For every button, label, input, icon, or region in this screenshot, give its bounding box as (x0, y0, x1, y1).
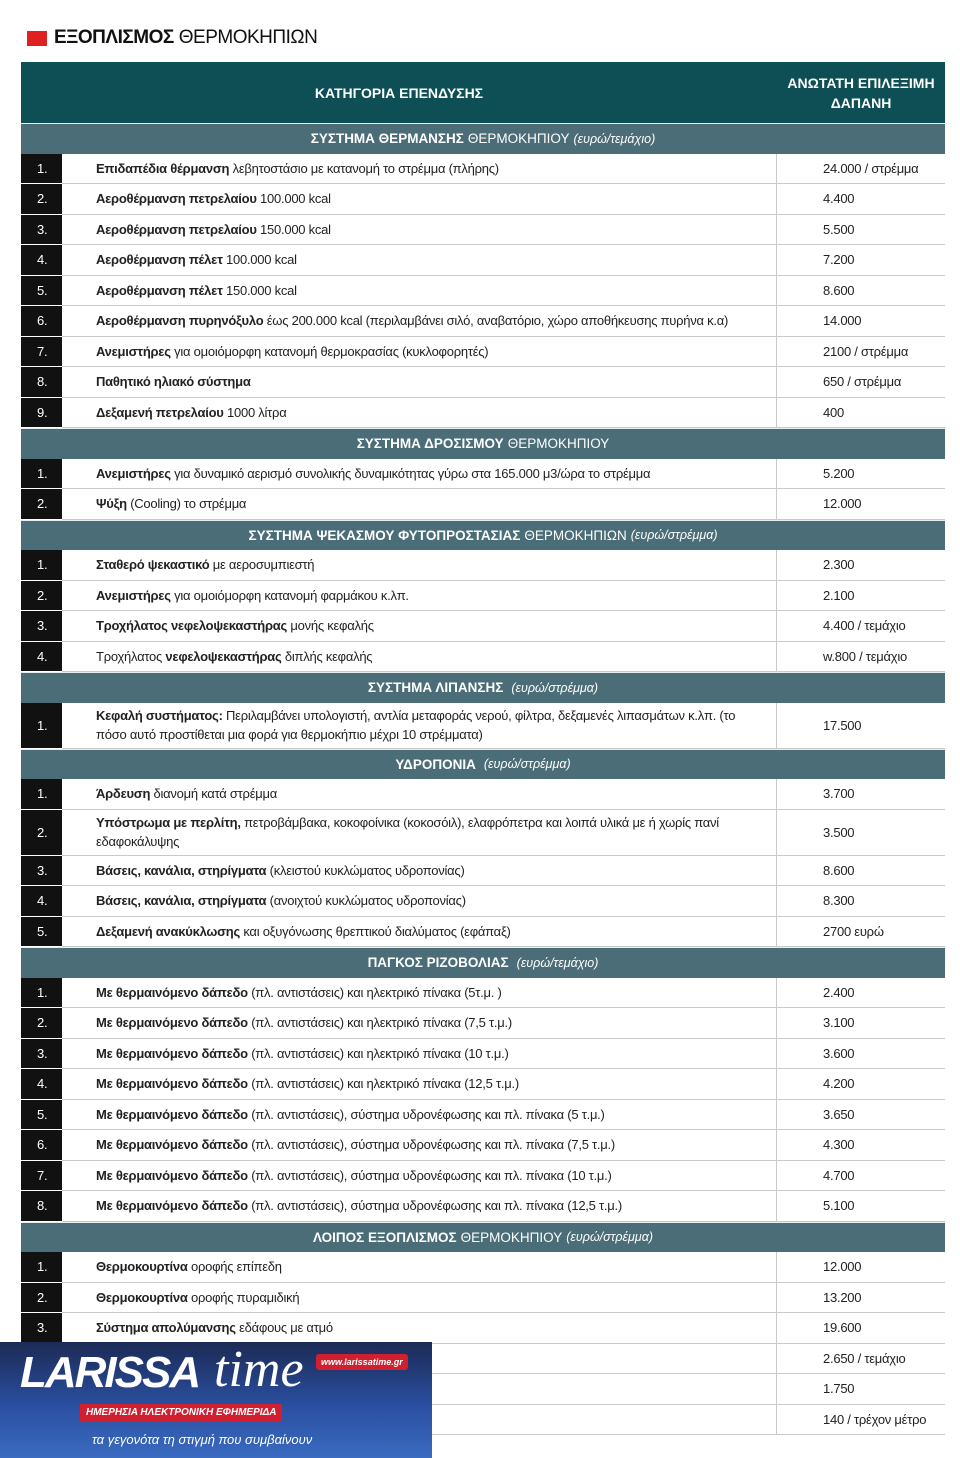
section-header (21, 520, 945, 551)
row-description-text (96, 891, 466, 910)
row-description (62, 1283, 777, 1313)
row-max-cost: 5.200 (823, 465, 855, 481)
row-description (62, 245, 777, 275)
section-title-bold: ΥΔΡΟΠΟΝΙΑ (395, 756, 476, 772)
row-item-details: (πλ. αντιστάσεις) και ηλεκτρικό πίνακα (7,5 τ.μ.) (251, 1015, 512, 1031)
row-item-details: για ομοιόμορφη κατανομή φαρμάκου κ.λπ. (174, 587, 409, 603)
red-square-icon (27, 31, 47, 46)
row-max-cost: 2.400 (823, 984, 855, 1000)
row-description (62, 611, 777, 641)
row-description-text (96, 983, 502, 1002)
table-row (21, 1100, 945, 1131)
row-item-details: λεβητοστάσιο με κατανομή το στρέμμα (πλήρης) (232, 160, 499, 176)
row-item-name: Δεξαμενή ανακύκλωσης (96, 923, 240, 939)
page-title (27, 27, 317, 49)
table-row (21, 581, 945, 612)
row-number: 8. (21, 367, 62, 398)
row-description-text (96, 464, 650, 483)
row-description (62, 978, 777, 1008)
row-description (62, 154, 777, 184)
row-item-name: Ανεμιστήρες (96, 465, 171, 481)
row-item-details: για ομοιόμορφη κατανομή θερμοκρασίας (κυκλοφορητές) (174, 343, 489, 359)
row-description-prefix: Τροχήλατος (96, 648, 163, 664)
row-item-details: διπλής κεφαλής (284, 648, 373, 664)
row-max-cost: 4.700 (823, 1167, 855, 1183)
row-description (62, 276, 777, 306)
row-description-text (96, 1318, 333, 1337)
row-number: 1. (21, 550, 62, 581)
row-number: 2. (21, 810, 62, 856)
table-row (21, 1130, 945, 1161)
row-item-details: οροφής πυραμιδική (190, 1289, 300, 1305)
section-unit: (ευρώ/στρέμμα) (566, 1230, 653, 1245)
row-item-name: Σταθερό ψεκαστικό (96, 557, 210, 573)
table-row (21, 276, 945, 307)
row-max-cost: 8.300 (823, 893, 855, 909)
row-description-text (96, 922, 511, 941)
row-description-text (96, 586, 409, 605)
row-item-details: με αεροσυμπιεστή (212, 557, 315, 573)
row-description-text (96, 784, 277, 803)
header-max-cost (777, 62, 945, 123)
row-item-details: 150.000 kcal (226, 282, 297, 298)
row-item-name: Αεροθέρμανση πετρελαίου (96, 191, 257, 207)
row-max-cost: 17.500 (823, 717, 862, 733)
row-item-name: Βάσεις, κανάλια, στηρίγματα (96, 893, 267, 909)
row-description (62, 779, 777, 809)
table-row (21, 1191, 945, 1222)
table-row (21, 1252, 945, 1283)
section-header (21, 123, 945, 154)
row-number: 8. (21, 1191, 62, 1222)
row-max-cost: 4.300 (823, 1137, 855, 1153)
row-max-cost: 3.600 (823, 1045, 855, 1061)
row-number: 2. (21, 1008, 62, 1039)
row-description (62, 215, 777, 245)
table-row (21, 245, 945, 276)
header-max-cost-line1: ΑΝΩΤΑΤΗ ΕΠΙΛΕΞΙΜΗ (787, 74, 935, 91)
row-description (62, 1313, 777, 1343)
row-item-name: Αεροθέρμανση πέλετ (96, 282, 223, 298)
row-description-text (96, 647, 372, 666)
section-title-bold: ΠΑΓΚΟΣ ΡΙΖΟΒΟΛΙΑΣ (367, 955, 509, 971)
row-item-name: Με θερμαινόμενο δάπεδο (96, 1137, 248, 1153)
row-item-name: Θερμοκουρτίνα (96, 1289, 188, 1305)
row-description (62, 703, 777, 748)
row-item-details: (πλ. αντιστάσεις), σύστημα υδρονέφωσης και πλ. πίνακα (10 τ.μ.) (251, 1167, 612, 1183)
logo-url: www.larissatime.gr (316, 1354, 408, 1370)
row-item-name: Με θερμαινόμενο δάπεδο (96, 984, 248, 1000)
table-row (21, 917, 945, 948)
row-number: 2. (21, 1283, 62, 1314)
section-title-bold: ΛΟΙΠΟΣ ΕΞΟΠΛΙΣΜΟΣ (313, 1229, 457, 1245)
row-description (62, 367, 777, 397)
row-max-cost: 1.750 (823, 1381, 855, 1397)
row-number: 1. (21, 978, 62, 1009)
row-max-cost: 140 / τρέχον μέτρο (823, 1411, 927, 1427)
table-row (21, 1283, 945, 1314)
row-number: 3. (21, 1039, 62, 1070)
row-description (62, 184, 777, 214)
row-number: 3. (21, 1313, 62, 1344)
row-number: 5. (21, 276, 62, 307)
row-description (62, 886, 777, 916)
section-unit: (ευρώ/τεμάχιο) (516, 955, 599, 970)
row-description-text (96, 706, 746, 744)
row-description-text (96, 1288, 299, 1307)
row-description (62, 1039, 777, 1069)
row-description-text (96, 813, 746, 851)
table-row (21, 779, 945, 810)
row-max-cost: 7.200 (823, 252, 855, 268)
table-row (21, 306, 945, 337)
section-title-bold: ΣΥΣΤΗΜΑ ΛΙΠΑΝΣΗΣ (367, 680, 504, 696)
row-max-cost: 5.100 (823, 1198, 855, 1214)
section-title-normal: ΘΕΡΜΟΚΗΠΙΟΥ (507, 436, 610, 452)
row-description (62, 1191, 777, 1221)
row-item-details: (Cooling) το στρέμμα (130, 496, 247, 512)
row-description-text (96, 555, 314, 574)
row-item-details: (πλ. αντιστάσεις) και ηλεκτρικό πίνακα (12,5 τ.μ.) (251, 1076, 519, 1092)
row-number: 1. (21, 1252, 62, 1283)
section-title-bold: ΣΥΣΤΗΜΑ ΔΡΟΣΙΣΜΟΥ (356, 436, 504, 452)
table-row (21, 215, 945, 246)
row-max-cost: 3.650 (823, 1106, 855, 1122)
row-max-cost: 8.600 (823, 282, 855, 298)
row-number: 5. (21, 1100, 62, 1131)
row-max-cost: 650 / στρέμμα (823, 374, 902, 390)
section-title-normal: ΘΕΡΜΟΚΗΠΙΟΥ (460, 1229, 563, 1245)
row-item-details: 100.000 kcal (226, 252, 297, 268)
row-description-text (96, 311, 728, 330)
row-item-name: Με θερμαινόμενο δάπεδο (96, 1045, 248, 1061)
table-row (21, 642, 945, 673)
row-item-name: Σύστημα απολύμανσης (96, 1320, 236, 1336)
row-max-cost: 8.600 (823, 862, 855, 878)
row-max-cost: 4.400 / τεμάχιο (823, 618, 906, 634)
row-item-details: διανομή κατά στρέμμα (153, 786, 277, 802)
row-number: 4. (21, 642, 62, 673)
row-description-text (96, 1044, 509, 1063)
table-row (21, 1313, 945, 1344)
row-number: 5. (21, 917, 62, 948)
row-max-cost: 2700 ευρώ (823, 923, 884, 939)
row-item-details: (κλειστού κυκλώματος υδροπονίας) (269, 862, 465, 878)
row-item-name: νεφελοψεκαστήρας (165, 648, 282, 664)
section-header (21, 428, 945, 459)
row-max-cost: w.800 / τεμάχιο (823, 648, 907, 664)
row-description (62, 398, 777, 428)
row-description-text (96, 861, 465, 880)
row-max-cost: 2100 / στρέμμα (823, 343, 909, 359)
logo-slogan: τα γεγονότα τη στιγμή που συμβαίνουν (92, 1432, 313, 1447)
table-row (21, 337, 945, 368)
table-row (21, 810, 945, 856)
row-item-name: Επιδαπέδια θέρμανση (96, 160, 230, 176)
table-row (21, 489, 945, 520)
row-item-name: Δεξαμενή πετρελαίου (96, 404, 224, 420)
row-description-text (96, 220, 331, 239)
section-unit: (ευρώ/στρέμμα) (511, 680, 599, 695)
table-header (21, 62, 945, 123)
header-max-cost-line2: ΔΑΠΑΝΗ (830, 94, 892, 111)
row-item-details: μονής κεφαλής (290, 618, 374, 634)
row-item-details: για δυναμικό αερισμό συνολικής δυναμικότητας γύρω στα 165.000 μ3/ώρα το στρέμμα (174, 465, 651, 481)
row-number: 6. (21, 306, 62, 337)
row-description-text (96, 372, 251, 391)
section-header (21, 749, 945, 780)
section-unit: (ευρώ/στρέμμα) (483, 757, 571, 772)
row-max-cost: 14.000 (823, 313, 862, 329)
row-description (62, 489, 777, 519)
row-description (62, 1069, 777, 1099)
table-row (21, 459, 945, 490)
row-description-text (96, 1166, 612, 1185)
row-item-name: Με θερμαινόμενο δάπεδο (96, 1198, 248, 1214)
row-item-name: Με θερμαινόμενο δάπεδο (96, 1167, 248, 1183)
row-description-text (96, 1074, 519, 1093)
row-number: 7. (21, 337, 62, 368)
row-description-text (96, 616, 374, 635)
row-item-name: Θερμοκουρτίνα (96, 1259, 188, 1275)
row-item-name: Ανεμιστήρες (96, 343, 171, 359)
row-item-name: Αεροθέρμανση πέλετ (96, 252, 223, 268)
table-row (21, 611, 945, 642)
row-item-details: (πλ. αντιστάσεις) και ηλεκτρικό πίνακα (10 τ.μ.) (251, 1045, 509, 1061)
row-max-cost: 4.400 (823, 191, 855, 207)
row-max-cost: 12.000 (823, 496, 862, 512)
row-item-name: Υπόστρωμα με περλίτη, (96, 815, 241, 830)
equipment-table (21, 62, 945, 1435)
row-description (62, 1100, 777, 1130)
row-item-details: οροφής επίπεδη (190, 1259, 282, 1275)
row-item-name: Ψύξη (96, 496, 127, 512)
row-description-text (96, 403, 286, 422)
row-number: 2. (21, 581, 62, 612)
row-number: 4. (21, 886, 62, 917)
row-item-name: Ανεμιστήρες (96, 587, 171, 603)
row-max-cost: 12.000 (823, 1259, 862, 1275)
row-number: 3. (21, 856, 62, 887)
row-number: 7. (21, 1161, 62, 1192)
row-description (62, 459, 777, 489)
table-row (21, 154, 945, 185)
table-row (21, 978, 945, 1009)
row-max-cost: 2.100 (823, 587, 855, 603)
row-description (62, 550, 777, 580)
row-item-name: Αεροθέρμανση πυρηνόξυλο (96, 313, 264, 329)
row-description (62, 917, 777, 947)
row-max-cost: 2.650 / τεμάχιο (823, 1350, 906, 1366)
row-description-text (96, 1105, 605, 1124)
row-description (62, 1252, 777, 1282)
table-row (21, 1161, 945, 1192)
row-max-cost: 13.200 (823, 1289, 862, 1305)
row-number: 4. (21, 1069, 62, 1100)
row-item-details: εδάφους με ατμό (239, 1320, 333, 1336)
row-description-text (96, 189, 331, 208)
row-item-details: (πλ. αντιστάσεις), σύστημα υδρονέφωσης και πλ. πίνακα (12,5 τ.μ.) (251, 1198, 622, 1214)
row-item-details: 100.000 kcal (260, 191, 331, 207)
row-number: 6. (21, 1130, 62, 1161)
section-title-normal: ΘΕΡΜΟΚΗΠΙΩΝ (524, 527, 627, 543)
row-item-details: (ανοιχτού κυκλώματος υδροπονίας) (269, 893, 466, 909)
row-item-name: Βάσεις, κανάλια, στηρίγματα (96, 862, 267, 878)
row-item-details: (πλ. αντιστάσεις), σύστημα υδρονέφωσης και πλ. πίνακα (7,5 τ.μ.) (251, 1137, 615, 1153)
row-number: 4. (21, 245, 62, 276)
section-header (21, 672, 945, 703)
row-item-details: (πλ. αντιστάσεις) και ηλεκτρικό πίνακα (5τ.μ. ) (251, 984, 502, 1000)
row-number: 2. (21, 184, 62, 215)
section-title-normal: ΘΕΡΜΟΚΗΠΙΟΥ (467, 131, 570, 147)
row-item-name: Με θερμαινόμενο δάπεδο (96, 1015, 248, 1031)
row-description-text (96, 494, 246, 513)
title-bold: ΕΞΟΠΛΙΣΜΟΣ (54, 27, 174, 48)
row-number: 3. (21, 611, 62, 642)
row-number: 1. (21, 703, 62, 749)
row-number: 1. (21, 779, 62, 810)
row-number: 2. (21, 489, 62, 520)
row-max-cost: 19.600 (823, 1320, 862, 1336)
row-description-text (96, 1196, 622, 1215)
title-normal: ΘΕΡΜΟΚΗΠΙΩΝ (178, 27, 318, 48)
section-header (21, 947, 945, 978)
row-max-cost: 4.200 (823, 1076, 855, 1092)
row-item-name: Με θερμαινόμενο δάπεδο (96, 1076, 248, 1092)
row-max-cost: 3.500 (823, 824, 855, 840)
table-row (21, 1008, 945, 1039)
row-max-cost: 400 (823, 404, 844, 420)
section-unit: (ευρώ/τεμάχιο) (573, 131, 656, 146)
row-item-details: πετροβάμβακα, κοκοφοίνικα (κοκοσόιλ), ελαφρόπετρα και λοιπά υλικά με ή χωρίς πανί εδαφοκάλυψης (96, 815, 719, 849)
row-description-text (96, 281, 297, 300)
row-description (62, 581, 777, 611)
table-row (21, 550, 945, 581)
row-number: 9. (21, 398, 62, 429)
row-item-name: Παθητικό ηλιακό σύστημα (96, 374, 251, 390)
row-max-cost: 3.700 (823, 786, 855, 802)
logo-brand-suffix: time (214, 1342, 304, 1398)
row-item-name: Αεροθέρμανση πετρελαίου (96, 221, 257, 237)
row-description (62, 1161, 777, 1191)
row-description-text (96, 1257, 282, 1276)
section-unit: (ευρώ/στρέμμα) (630, 528, 718, 543)
table-row (21, 856, 945, 887)
row-item-details: 150.000 kcal (260, 221, 331, 237)
row-max-cost: 3.100 (823, 1015, 855, 1031)
row-item-details: έως 200.000 kcal (περιλαμβάνει σιλό, αναβατόριο, χώρο αποθήκευσης πυρήνα κ.α) (266, 313, 729, 329)
row-description-text (96, 342, 488, 361)
row-max-cost: 2.300 (823, 557, 855, 573)
row-number: 1. (21, 154, 62, 185)
table-row (21, 184, 945, 215)
row-description (62, 810, 777, 855)
table-row (21, 1039, 945, 1070)
row-max-cost: 5.500 (823, 221, 855, 237)
row-number: 3. (21, 215, 62, 246)
row-item-name: Τροχήλατος νεφελοψεκαστήρας (96, 618, 288, 634)
row-item-details: Περιλαμβάνει υπολογιστή, αντλία μεταφοράς νερού, φίλτρα, δεξαμενές λιπασμάτων κ.λπ. (το πόσο αυτό προστίθεται μια φορά για θερμοκήπιο μέχρι 10 στρέμματα) (96, 708, 736, 742)
row-description (62, 642, 777, 672)
table-row (21, 398, 945, 429)
row-description (62, 1008, 777, 1038)
row-item-name: Κεφαλή συστήματος: (96, 708, 223, 723)
row-description (62, 1130, 777, 1160)
row-description-text (96, 159, 499, 178)
row-item-name: Με θερμαινόμενο δάπεδο (96, 1106, 248, 1122)
table-row (21, 886, 945, 917)
table-row (21, 703, 945, 749)
row-description (62, 337, 777, 367)
row-description (62, 856, 777, 886)
table-row (21, 1069, 945, 1100)
logo-brand: LARISSA (20, 1348, 200, 1397)
section-title-bold: ΣΥΣΤΗΜΑ ΨΕΚΑΣΜΟΥ ΦΥΤΟΠΡΟΣΤΑΣΙΑΣ (248, 527, 521, 543)
row-number: 1. (21, 459, 62, 490)
row-item-details: (πλ. αντιστάσεις), σύστημα υδρονέφωσης και πλ. πίνακα (5 τ.μ.) (251, 1106, 605, 1122)
row-description-text (96, 250, 297, 269)
header-category: ΚΑΤΗΓΟΡΙΑ ΕΠΕΝΔΥΣΗΣ (314, 84, 484, 101)
table-row (21, 367, 945, 398)
row-item-details: 1000 λίτρα (227, 404, 287, 420)
logo-tagline: ΗΜΕΡΗΣΙΑ ΗΛΕΚΤΡΟΝΙΚΗ ΕΦΗΜΕΡΙΔΑ (80, 1404, 282, 1422)
row-description-text (96, 1013, 512, 1032)
row-item-details: και οξυγόνωσης θρεπτικού διαλύματος (εφάπαξ) (243, 923, 511, 939)
row-description (62, 306, 777, 336)
larissatime-watermark-logo (0, 1342, 432, 1458)
section-header (21, 1222, 945, 1253)
row-item-name: Άρδευση (96, 786, 151, 802)
section-title-bold: ΣΥΣΤΗΜΑ ΘΕΡΜΑΝΣΗΣ (310, 131, 464, 147)
row-description-text (96, 1135, 615, 1154)
row-max-cost: 24.000 / στρέμμα (823, 160, 919, 176)
